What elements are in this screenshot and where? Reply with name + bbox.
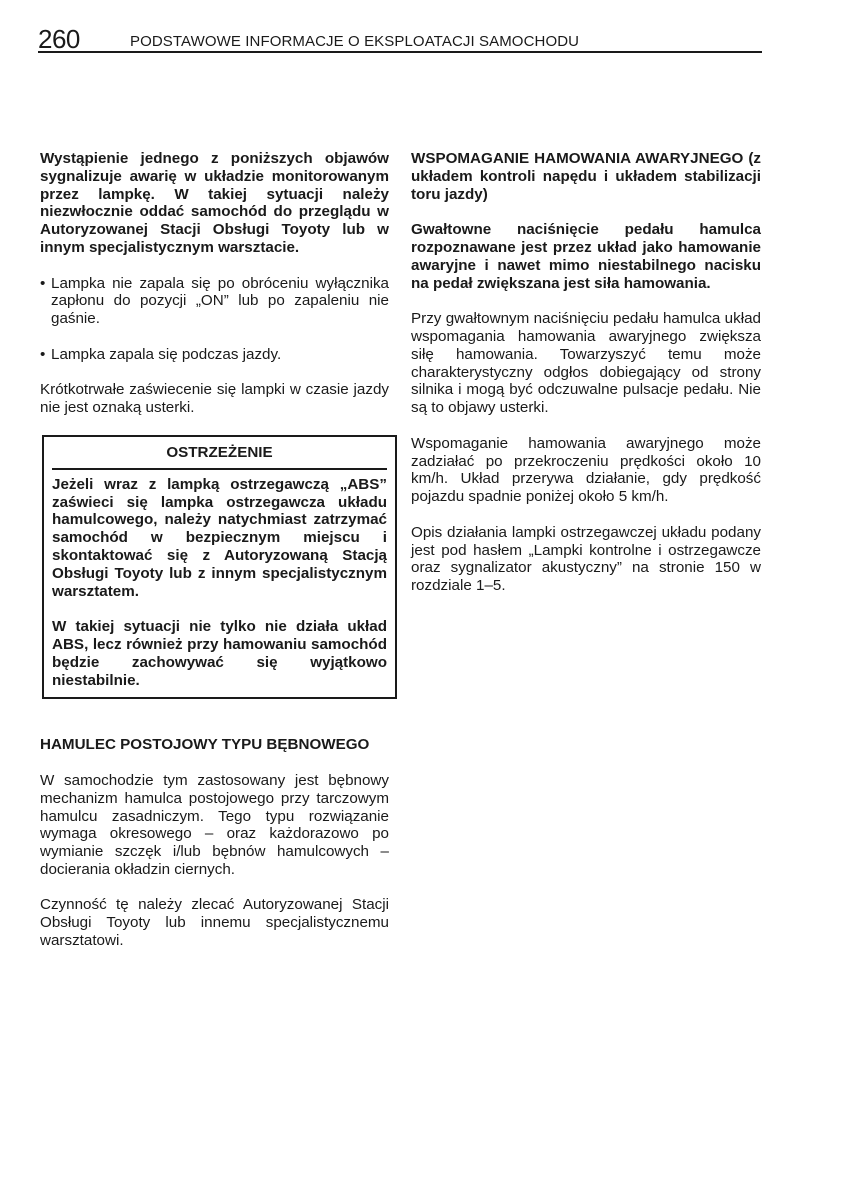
warning-box <box>42 435 397 699</box>
warning-paragraph: Jeżeli wraz z lampką ostrzegawczą „ABS” zaświeci się lampka ostrzegawcza układu hamulcowego, należy natychmiast zatrzymać samochód w bezpiecznym miejscu i skontaktować się z Autoryzowaną Stacją Obsługi Toyoty lub z innym specjalistycznym warsztatem. <box>52 475 387 600</box>
right-column <box>411 150 761 595</box>
bullet-text: Lampka zapala się podczas jazdy. <box>51 345 282 363</box>
note-paragraph: Krótkotrwałe zaświecenie się lampki w czasie jazdy nie jest oznaką usterki. <box>40 381 389 417</box>
body-paragraph: Wspomaganie hamowania awaryjnego może zadziałać po przekroczeniu prędkości około 10 km/h. Układ przerywa działanie, gdy prędkość pojazdu spadnie poniżej około 5 km/h. <box>411 434 761 506</box>
body-paragraph: Opis działania lampki ostrzegawczej układu podany jest pod hasłem „Lampki kontrolne i ostrzegawcze oraz sygnalizator akustyczny” na stronie 150 w rozdziale 1–5. <box>411 523 761 595</box>
warning-title: OSTRZEŻENIE <box>166 443 273 461</box>
bullet-item <box>40 346 389 364</box>
bold-paragraph: Gwałtowne naciśnięcie pedału hamulca rozpoznawane jest przez układ jako hamowanie awaryjne i nawet mimo niestabilnego nacisku na pedał zwiększana jest siła hamowania. <box>411 221 761 292</box>
bullet-item <box>40 275 389 328</box>
body-paragraph: Czynność tę należy zlecać Autoryzowanej Stacji Obsługi Toyoty lub innemu specjalistycznemu warsztatowi. <box>40 896 389 950</box>
bullet-icon: • <box>40 274 46 292</box>
page-number: 260 <box>38 24 80 54</box>
bullet-text: Lampka nie zapala się po obróceniu wyłącznika zapłonu do pozycji „ON” lub po zapaleniu nie gaśnie. <box>51 274 389 328</box>
section-heading-brake-assist: WSPOMAGANIE HAMOWANIA AWARYJNEGO (z układem kontroli napędu i układem stabilizacji toru jazdy) <box>411 150 761 203</box>
header-rule <box>38 51 762 53</box>
intro-paragraph: Wystąpienie jednego z poniższych objawów sygnalizuje awarię w układzie monitorowanym przez lampkę. W takiej sytuacji należy niezwłocznie oddać samochód do przeglądu w Autoryzowanej Stacji Obsługi Toyoty lub w innym specjalistycznym warsztacie. <box>40 150 389 256</box>
warning-paragraph: W takiej sytuacji nie tylko nie działa układ ABS, lecz również przy hamowaniu samochód będzie zachowywać się wyjątkowo niestabilnie. <box>52 618 387 689</box>
warning-divider <box>52 468 387 470</box>
body-paragraph: W samochodzie tym zastosowany jest bębnowy mechanizm hamulca postojowego przy tarczowym hamulcu zasadniczym. Tego typu rozwiązanie wymaga okresowego – oraz każdorazowo po wymianie szczęk i/lub bębnów hamulcowych – docierania okładzin ciernych. <box>40 771 389 878</box>
page-header <box>38 24 762 54</box>
section-heading-parking-brake: HAMULEC POSTOJOWY TYPU BĘBNOWEGO <box>40 736 370 754</box>
left-column <box>40 150 389 950</box>
bullet-icon: • <box>40 345 46 363</box>
running-title: PODSTAWOWE INFORMACJE O EKSPLOATACJI SAMOCHODU <box>130 33 580 50</box>
body-paragraph: Przy gwałtownym naciśnięciu pedału hamulca układ wspomagania hamowania awaryjnego zwiększa siłę hamowania. Towarzyszyć temu może charakterystyczny odgłos dobiegający od strony silnika i mogą być odczuwalne pulsacje pedału. Nie są to objawy usterki. <box>411 310 761 417</box>
